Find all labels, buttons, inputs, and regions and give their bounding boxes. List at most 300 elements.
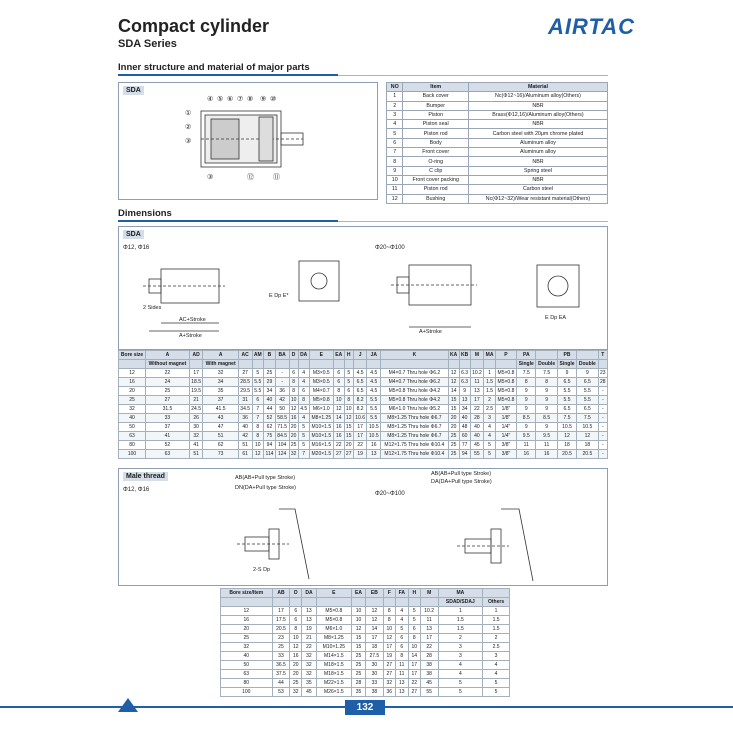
dim-cell: 33 bbox=[146, 414, 190, 423]
dim-cell: 15 bbox=[345, 424, 352, 430]
dim-cell: 23 bbox=[600, 370, 606, 376]
dim-cell: 8.2 bbox=[353, 405, 367, 414]
dimension-drawings bbox=[119, 227, 607, 349]
material-cell: Front cover packing bbox=[403, 175, 469, 184]
dim-header-cell: DA bbox=[300, 352, 308, 358]
dim-cell: 9 bbox=[459, 387, 470, 396]
dim-cell: 100 bbox=[119, 450, 146, 459]
dim-cell: 40 bbox=[470, 432, 484, 441]
mt-cell: 2 bbox=[438, 634, 483, 643]
dim-cell: M5×0.8 bbox=[495, 369, 516, 378]
dim-cell: 32 bbox=[189, 432, 203, 441]
mt-cell: 16 bbox=[221, 616, 273, 625]
dim-cell: 5 bbox=[344, 369, 353, 378]
dim-cell: 20 bbox=[448, 423, 459, 432]
mt-cell: 8 bbox=[383, 616, 395, 625]
mt-cell: 17 bbox=[408, 661, 420, 670]
mt-subheader-cell: Others bbox=[483, 598, 510, 607]
dim-cell: 28.5 bbox=[240, 379, 251, 385]
mt-cell: 12 bbox=[365, 607, 383, 616]
dim-subheader-cell bbox=[495, 360, 516, 369]
mt-cell: 6 bbox=[290, 616, 302, 625]
dim-subheader-cell: With magnet bbox=[203, 360, 238, 369]
mt-row bbox=[221, 670, 510, 679]
dim-cell: 7.5 bbox=[536, 369, 557, 378]
mt-cell: 13 bbox=[420, 625, 438, 634]
dim-cell: 4.5 bbox=[367, 378, 381, 387]
material-cell: Nc(Φ12~16)/Aluminum alloy(Others) bbox=[468, 92, 607, 101]
mt-cell: 1.5 bbox=[483, 625, 510, 634]
mt-cell: 53 bbox=[272, 688, 290, 697]
dim-cell: 29 bbox=[264, 378, 276, 387]
material-cell: 7 bbox=[387, 148, 403, 157]
dim-cell: 13 bbox=[367, 450, 381, 459]
mt-subheader-cell bbox=[316, 598, 351, 607]
mt-cell: 23 bbox=[272, 634, 290, 643]
dim-cell: 19 bbox=[353, 450, 367, 459]
dim-cell: 5.5 bbox=[557, 396, 576, 405]
dim-cell: 5.5 bbox=[367, 414, 381, 423]
mt-cell: 28 bbox=[420, 652, 438, 661]
mt-cell: 11 bbox=[395, 670, 408, 679]
material-cell: 11 bbox=[387, 185, 403, 194]
dim-subheader-cell bbox=[598, 360, 607, 369]
dim-cell: 12 bbox=[448, 378, 459, 387]
mt-cell: 5 bbox=[408, 616, 420, 625]
dim-cell: 8 bbox=[289, 387, 298, 396]
dim-cell: 13 bbox=[459, 396, 470, 405]
mt-cell: 50 bbox=[221, 661, 273, 670]
mt-cell: 30 bbox=[365, 670, 383, 679]
dim-cell: 5.5 bbox=[252, 378, 264, 387]
dim-cell: 6.5 bbox=[557, 378, 576, 387]
dim-cell: 25 bbox=[119, 396, 146, 405]
mt-cell: 20 bbox=[221, 625, 273, 634]
dim-cell: 35 bbox=[203, 387, 238, 396]
mt-cell: 32 bbox=[302, 652, 316, 661]
dim-cell: 11 bbox=[536, 441, 557, 450]
mt-cell: 5 bbox=[438, 679, 483, 688]
dim-cell: 20.5 bbox=[577, 450, 598, 459]
dim-cell: - bbox=[598, 432, 607, 441]
dim-cell: 15 bbox=[448, 396, 459, 405]
mt-cell: 10 bbox=[352, 607, 366, 616]
dim-cell: 71.5 bbox=[277, 424, 288, 430]
material-cell: 5 bbox=[387, 129, 403, 138]
mt-cell: 17 bbox=[383, 643, 395, 652]
mt-row bbox=[221, 616, 510, 625]
mt-subheader-cell bbox=[352, 598, 366, 607]
mt-cell: 38 bbox=[365, 688, 383, 697]
dim-cell: 25 bbox=[146, 387, 190, 396]
material-row bbox=[387, 166, 608, 175]
dim-cell: 8 bbox=[344, 396, 353, 405]
dim-header-cell: H bbox=[344, 351, 353, 360]
mt-cell: 5 bbox=[483, 679, 510, 688]
dn-pull-label: DN(DA+Pull type Stroke) bbox=[235, 485, 296, 491]
structure-drawing-panel bbox=[118, 82, 378, 200]
dim-cell: 20.5 bbox=[557, 450, 576, 459]
dim-cell: 8.5 bbox=[517, 414, 536, 423]
da-pull-label: DA(DA+Pull type Stroke) bbox=[431, 479, 492, 485]
material-cell: Carbon steel bbox=[468, 185, 607, 194]
dim-cell: 55 bbox=[470, 450, 484, 459]
airtac-logo: AIRTAC bbox=[548, 14, 636, 39]
dim-cell: 16 bbox=[333, 423, 344, 432]
dim-cell: 7 bbox=[298, 450, 309, 459]
dim-cell: 18 bbox=[577, 441, 598, 450]
sides3-label: 2-S Dp bbox=[253, 567, 271, 573]
callout-6: ⑥ bbox=[227, 96, 234, 103]
mt-cell: 28 bbox=[352, 679, 366, 688]
material-cell: Brass(Φ12,16)/Aluminum alloy(Others) bbox=[468, 110, 607, 119]
dim-header-cell: A bbox=[203, 351, 238, 360]
mt-header-cell: E bbox=[316, 589, 351, 598]
material-row bbox=[387, 110, 608, 119]
mt-cell: 13 bbox=[395, 679, 408, 688]
ab-pull-label: AB(AB+Pull type Stroke) bbox=[235, 475, 296, 481]
bore-small-label: Φ12, Φ16 bbox=[123, 245, 150, 251]
dim-cell: - bbox=[598, 396, 607, 405]
mt-cell: 22 bbox=[408, 679, 420, 688]
dim-cell: 9 bbox=[517, 405, 536, 414]
mt-cell: 10 bbox=[290, 634, 302, 643]
dim-cell: 51 bbox=[189, 450, 203, 459]
mt-cell: 30 bbox=[365, 661, 383, 670]
dim-cell: 62 bbox=[264, 423, 276, 432]
material-cell: NBR bbox=[468, 157, 607, 166]
dim-cell: 10 bbox=[345, 406, 352, 412]
dim-cell: M12×1.75 Thru hole Φ10.4 bbox=[381, 441, 449, 450]
mt-cell: 32 bbox=[302, 661, 316, 670]
structure-rule bbox=[118, 74, 338, 76]
mt-cell: 36.5 bbox=[272, 661, 290, 670]
dim-header-cell bbox=[577, 351, 598, 360]
mt-cell: 25 bbox=[352, 670, 366, 679]
material-cell: Spring steel bbox=[468, 166, 607, 175]
dim-cell: 14 bbox=[333, 414, 344, 423]
callout-8: ⑧ bbox=[247, 96, 254, 103]
mt-cell: 21 bbox=[302, 634, 316, 643]
dim-row bbox=[119, 405, 608, 414]
dim-cell: 5.5 bbox=[577, 387, 598, 396]
dim-cell: M8×1.25 Thru hole Φ6.7 bbox=[381, 432, 449, 441]
mt-cell: 17 bbox=[420, 634, 438, 643]
dim-subheader-cell bbox=[333, 360, 344, 369]
dim-cell: 6 bbox=[344, 387, 353, 396]
mt-cell: 32 bbox=[221, 643, 273, 652]
mt-header-cell: AB bbox=[272, 589, 290, 598]
mt-header-cell: H bbox=[408, 589, 420, 598]
mt-header-cell: EB bbox=[365, 589, 383, 598]
dim-cell: 37 bbox=[203, 396, 238, 405]
dim-cell: 4.5 bbox=[353, 369, 367, 378]
material-cell: 8 bbox=[387, 157, 403, 166]
material-cell: Body bbox=[403, 138, 469, 147]
mt-cell: 4 bbox=[395, 616, 408, 625]
dim-cell: 32 bbox=[290, 451, 297, 457]
dim-cell: 36 bbox=[238, 414, 252, 423]
dim-cell: 7.5 bbox=[557, 414, 576, 423]
dim-row bbox=[119, 423, 608, 432]
dim-cell: 22 bbox=[333, 441, 344, 450]
dim-cell: M8×1.25 Thru hole Φ6.7 bbox=[381, 414, 449, 423]
mt-cell: 16 bbox=[290, 652, 302, 661]
dim-cell: 22 bbox=[353, 441, 367, 450]
dim-cell: 1/4" bbox=[495, 432, 516, 441]
dim-header-cell: M bbox=[470, 351, 484, 360]
dim-cell: 17 bbox=[189, 369, 203, 378]
mt-header-cell: M bbox=[420, 589, 438, 598]
dim-cell: 6 bbox=[289, 369, 298, 378]
dim-cell: 63 bbox=[146, 450, 190, 459]
dim-cell: 47 bbox=[203, 423, 238, 432]
dim-cell: 26 bbox=[189, 414, 203, 423]
dim-cell: 20 bbox=[290, 424, 297, 430]
mt-cell: 6 bbox=[395, 634, 408, 643]
dim-cell: 42 bbox=[275, 396, 289, 405]
dim-cell: 9.5 bbox=[517, 432, 536, 441]
dim-cell: 5.5 bbox=[577, 396, 598, 405]
dim-header-cell: EA bbox=[335, 352, 343, 358]
dim-cell: 5 bbox=[298, 423, 309, 432]
mt-header-cell: D bbox=[290, 589, 302, 598]
dim-cell: 8 bbox=[289, 378, 298, 387]
dim-cell: 16 bbox=[367, 441, 381, 450]
dim-header-cell: PB bbox=[557, 351, 576, 360]
mt-cell: 4 bbox=[483, 661, 510, 670]
dim-header-cell: B bbox=[264, 351, 276, 360]
material-cell: 4 bbox=[387, 120, 403, 129]
dim-cell: M8×1.25 bbox=[309, 414, 333, 423]
mt-cell: M5×0.8 bbox=[316, 616, 351, 625]
material-cell: 9 bbox=[387, 166, 403, 175]
dim-cell: 9 bbox=[536, 423, 557, 432]
dim-header-cell: T bbox=[598, 351, 607, 360]
mt-cell: 1 bbox=[483, 607, 510, 616]
mt-cell: 3 bbox=[483, 652, 510, 661]
callout-5: ⑤ bbox=[217, 96, 224, 103]
dim-cell: 1/4" bbox=[495, 423, 516, 432]
dim-cell: 34 bbox=[203, 378, 238, 387]
mt-cell: 19 bbox=[302, 625, 316, 634]
dim-cell: 22 bbox=[146, 369, 190, 378]
mt-cell: 6 bbox=[290, 607, 302, 616]
mt-cell: 37.5 bbox=[272, 670, 290, 679]
mt-cell: 10.2 bbox=[420, 607, 438, 616]
dim-cell: 9 bbox=[517, 387, 536, 396]
material-row bbox=[387, 138, 608, 147]
dim-cell: M12×1.75 Thru hole Φ10.4 bbox=[381, 450, 449, 459]
mt-cell: 8 bbox=[408, 634, 420, 643]
mt-row bbox=[221, 643, 510, 652]
dim-cell: 7 bbox=[252, 414, 264, 423]
dim-cell: 104 bbox=[275, 441, 289, 450]
dim-cell: 60 bbox=[459, 432, 470, 441]
mt-cell: 4 bbox=[438, 670, 483, 679]
dim-subheader-cell bbox=[381, 360, 449, 369]
dim-cell: 2 bbox=[484, 396, 496, 405]
dim-cell: 42 bbox=[238, 432, 252, 441]
dim-cell: M3×0.5 bbox=[309, 378, 333, 387]
dim-cell: 5 bbox=[298, 441, 309, 450]
mt-cell: 32 bbox=[302, 670, 316, 679]
dim-cell: 6.5 bbox=[557, 405, 576, 414]
dim-cell: 6 bbox=[298, 387, 309, 396]
mt-cell: 40 bbox=[221, 652, 273, 661]
material-cell: Piston rod bbox=[403, 185, 469, 194]
dim-cell: 6 bbox=[252, 396, 264, 405]
dim-cell: M5×0.8 Thru hole Φ4.2 bbox=[381, 396, 449, 405]
mt-cell: 14 bbox=[408, 652, 420, 661]
mt-cell: 12 bbox=[365, 616, 383, 625]
mt-row bbox=[221, 661, 510, 670]
dim-cell: 17 bbox=[353, 432, 367, 441]
mt-cell: 17 bbox=[408, 670, 420, 679]
dim-subheader-cell bbox=[309, 360, 333, 369]
callout-1: ① bbox=[185, 110, 192, 117]
page-number: 132 bbox=[345, 700, 385, 715]
material-cell: Piston seal bbox=[403, 120, 469, 129]
dim-cell: M4×0.7 bbox=[309, 387, 333, 396]
dim-cell: 22 bbox=[470, 405, 484, 414]
dim-cell: 9 bbox=[536, 396, 557, 405]
dim-cell: 12 bbox=[333, 405, 344, 414]
dim-header-cell: P bbox=[495, 351, 516, 360]
dim-cell: M3×0.5 bbox=[309, 369, 333, 378]
material-row bbox=[387, 194, 608, 203]
dim-cell: 9 bbox=[536, 405, 557, 414]
dim-cell: 12 bbox=[252, 450, 264, 459]
mt-cell: 4 bbox=[395, 607, 408, 616]
dim-cell: 2.5 bbox=[484, 405, 496, 414]
dim-cell: 75 bbox=[264, 432, 276, 441]
mt-subheader-cell bbox=[420, 598, 438, 607]
dim-cell: 1/8" bbox=[495, 414, 516, 423]
dim-cell: 6.5 bbox=[353, 378, 367, 387]
mt-cell: 25 bbox=[272, 643, 290, 652]
mt-cell: 33 bbox=[272, 652, 290, 661]
dim-cell: 40 bbox=[264, 396, 276, 405]
dim-cell: 11 bbox=[470, 378, 484, 387]
dim-cell: 5 bbox=[484, 441, 496, 450]
dim-cell: 32 bbox=[203, 369, 238, 378]
material-row bbox=[387, 157, 608, 166]
dim-header-cell bbox=[536, 351, 557, 360]
dim-cell: - bbox=[598, 441, 607, 450]
dim-subheader-cell: Single bbox=[517, 360, 536, 369]
mt-cell: 3 bbox=[438, 652, 483, 661]
dim-header-cell: Bore size bbox=[119, 351, 146, 360]
dim-cell: 29.5 bbox=[240, 388, 251, 394]
dim-cell: 4.5 bbox=[367, 369, 381, 378]
mt-cell: M10×1.25 bbox=[316, 643, 351, 652]
dim-cell: 4.5 bbox=[367, 387, 381, 396]
mt-cell: 11 bbox=[395, 661, 408, 670]
mt-cell: 14 bbox=[365, 625, 383, 634]
dim-cell: 10 bbox=[252, 441, 264, 450]
mt-cell: 8 bbox=[383, 607, 395, 616]
dim-cell: 14 bbox=[448, 387, 459, 396]
mt-cell: M18×1.5 bbox=[316, 661, 351, 670]
material-cell: 12 bbox=[387, 194, 403, 203]
mt-cell: 1.5 bbox=[483, 616, 510, 625]
dim-cell: 24 bbox=[146, 378, 190, 387]
dim-subheader-cell bbox=[238, 360, 252, 369]
mt-header-cell: Bore size/Item bbox=[221, 589, 273, 598]
mt-cell: 100 bbox=[221, 688, 273, 697]
material-cell: Bumper bbox=[403, 101, 469, 110]
mt-cell: 13 bbox=[302, 616, 316, 625]
dim-cell: 6 bbox=[333, 369, 344, 378]
mt-cell: 27.5 bbox=[365, 652, 383, 661]
dim-cell: 40 bbox=[459, 414, 470, 423]
material-cell: Front cover bbox=[403, 148, 469, 157]
dim-cell: 4 bbox=[484, 423, 496, 432]
mt-cell: 13 bbox=[395, 688, 408, 697]
mt-cell: 25 bbox=[352, 652, 366, 661]
material-cell: 2 bbox=[387, 101, 403, 110]
mt-row bbox=[221, 679, 510, 688]
dim-cell: 94 bbox=[459, 450, 470, 459]
dim-cell: 8 bbox=[333, 387, 344, 396]
dim-cell: 5 bbox=[344, 378, 353, 387]
material-cell: Piston rod bbox=[403, 129, 469, 138]
dim-header-cell: A bbox=[146, 351, 190, 360]
mt-header-cell: EA bbox=[352, 589, 366, 598]
dimensions-table bbox=[118, 350, 608, 459]
callout-7: ⑦ bbox=[237, 96, 244, 103]
mt-cell: 12 bbox=[290, 643, 302, 652]
dim-cell: 16 bbox=[517, 450, 536, 459]
dim-cell: 4 bbox=[298, 378, 309, 387]
mt-cell: 12 bbox=[352, 625, 366, 634]
dimensions-heading: Dimensions bbox=[118, 208, 172, 219]
dim-header-cell: PA bbox=[517, 351, 536, 360]
mt-cell: 25 bbox=[221, 634, 273, 643]
dim-cell: 25 bbox=[264, 369, 276, 378]
mt-cell: 10 bbox=[408, 643, 420, 652]
mt-cell: 63 bbox=[221, 670, 273, 679]
dim-subheader-cell: Without magnet bbox=[146, 360, 190, 369]
mt-subheader-cell bbox=[272, 598, 290, 607]
dim-cell: 21 bbox=[189, 396, 203, 405]
mt-cell: 27 bbox=[383, 670, 395, 679]
dim-cell: 61 bbox=[238, 450, 252, 459]
ac-stroke-label: AC+Stroke bbox=[179, 317, 206, 323]
dim-cell: 27 bbox=[146, 396, 190, 405]
dim-cell: 9.5 bbox=[536, 432, 557, 441]
dim-cell: 32 bbox=[119, 405, 146, 414]
a-stroke-label: A+Stroke bbox=[179, 333, 202, 339]
dim-cell: - bbox=[275, 378, 289, 387]
dim-cell: 12 bbox=[119, 369, 146, 378]
dim-cell: 41.5 bbox=[203, 405, 238, 414]
dim-cell: 6.5 bbox=[577, 405, 598, 414]
callout-12: ⑫ bbox=[247, 174, 254, 181]
mt-cell: 27 bbox=[408, 688, 420, 697]
ab-pull-label-2: AB(AB+Pull type Stroke) bbox=[431, 471, 492, 477]
two-sides-label: 2 Sides bbox=[143, 305, 162, 311]
dim-cell: 24.5 bbox=[191, 406, 201, 412]
sda-tag: SDA bbox=[123, 86, 144, 95]
mt-cell: 25 bbox=[352, 661, 366, 670]
dim-cell: 34 bbox=[459, 405, 470, 414]
mt-header-cell bbox=[483, 589, 510, 598]
dim-cell: - bbox=[598, 450, 607, 459]
dim-cell: 12 bbox=[557, 432, 576, 441]
dim-cell: 16 bbox=[536, 450, 557, 459]
